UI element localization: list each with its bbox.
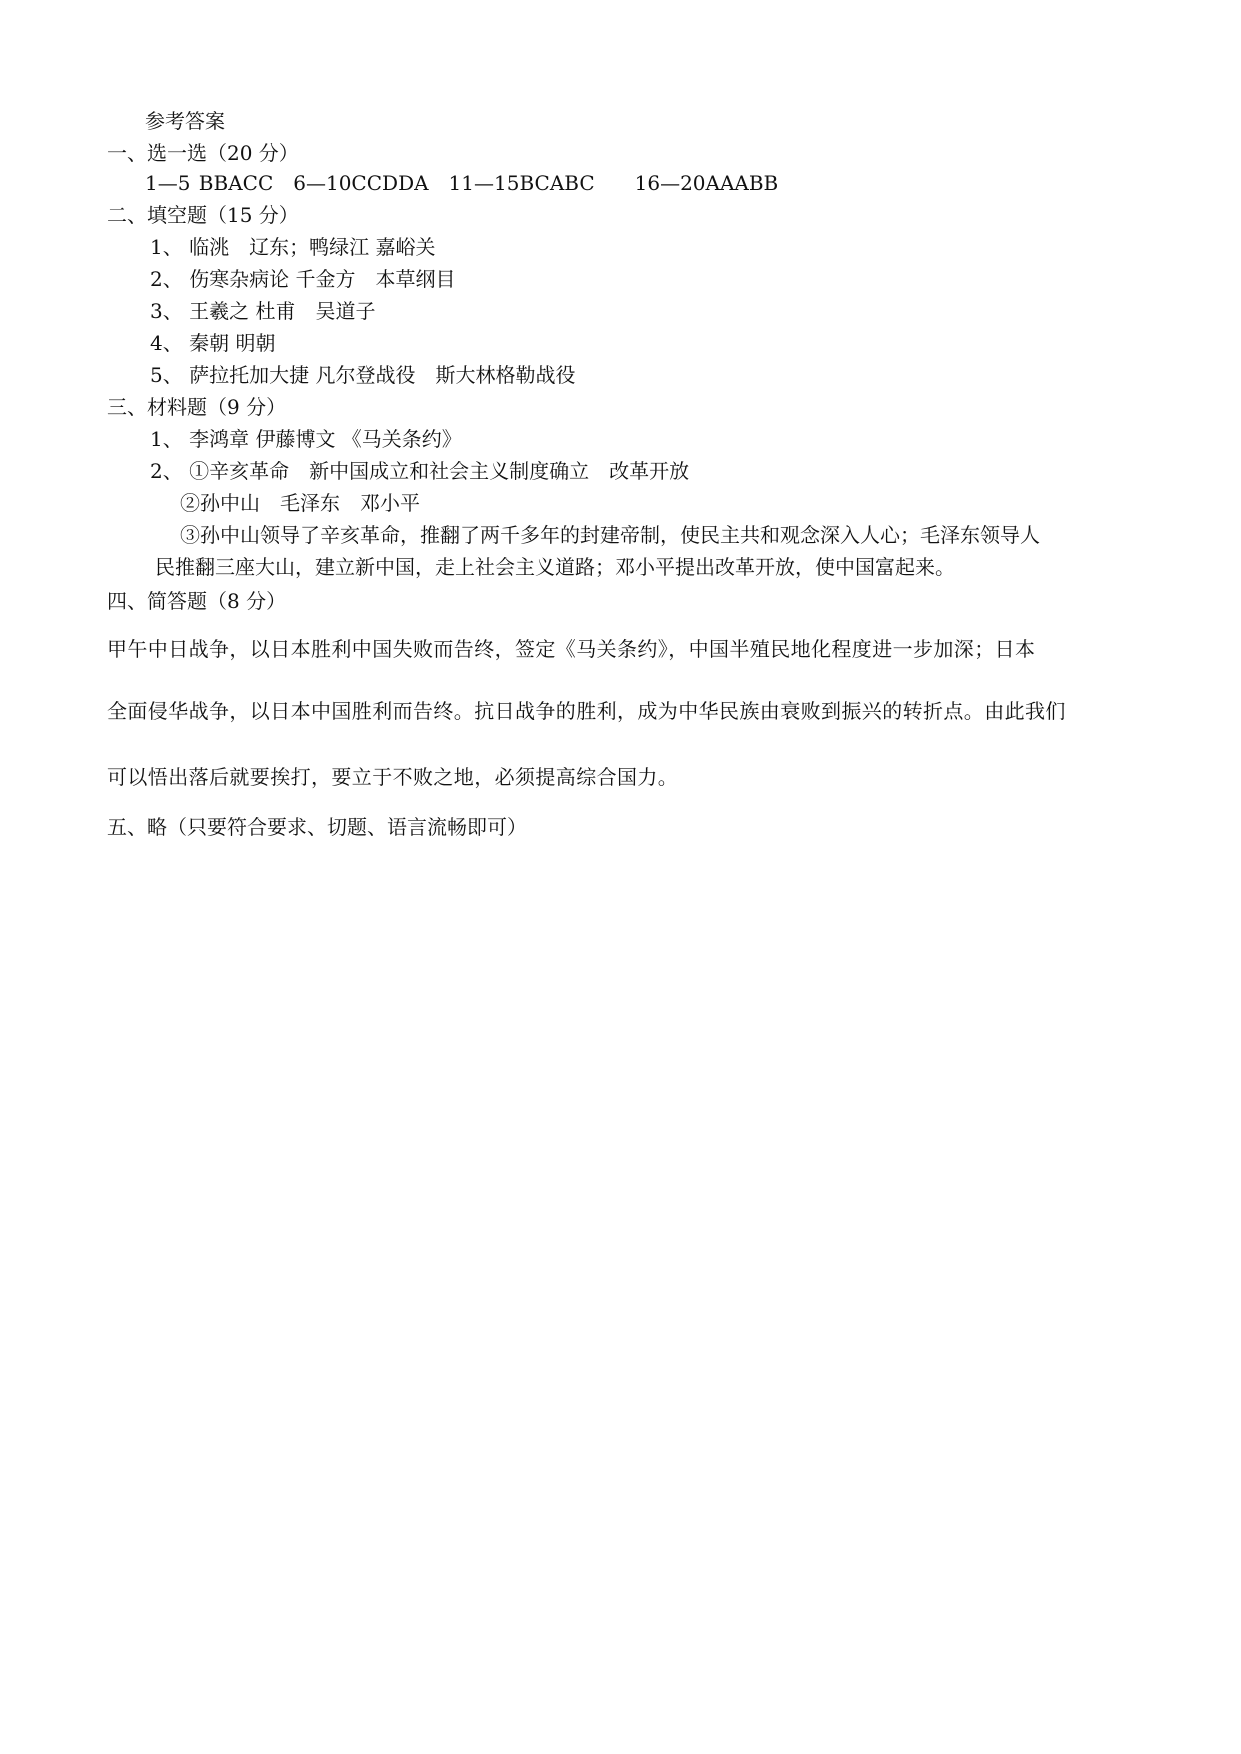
page-title: 参考答案 <box>145 109 225 133</box>
short-answer-line-3: 可以悟出落后就要挨打，要立于不败之地，必须提高综合国力。 <box>107 765 679 789</box>
material-answer-2-part-2: ②孙中山 毛泽东 邓小平 <box>180 491 420 515</box>
material-answer-2-part-1: 2、 ①辛亥革命 新中国成立和社会主义制度确立 改革开放 <box>150 459 690 483</box>
section-5-heading: 五、略（只要符合要求、切题、语言流畅即可） <box>107 815 527 839</box>
multiple-choice-answers: 1—5 BBACC 6—10CCDDA 11—15BCABC 16—20AAABB <box>145 171 779 195</box>
fill-blank-answer-1: 1、 临洮 辽东；鸭绿江 嘉峪关 <box>150 235 436 259</box>
short-answer-line-1: 甲午中日战争，以日本胜利中国失败而告终，签定《马关条约》，中国半殖民地化程度进一步加深；日本 <box>107 637 1036 661</box>
fill-blank-answer-4: 4、 秦朝 明朝 <box>150 331 276 355</box>
material-answer-2-part-3-line-2: 民推翻三座大山，建立新中国，走上社会主义道路；邓小平提出改革开放，使中国富起来。 <box>155 555 955 579</box>
fill-blank-answer-5: 5、 萨拉托加大捷 凡尔登战役 斯大林格勒战役 <box>150 363 576 387</box>
section-3-heading: 三、材料题（9 分） <box>107 395 287 419</box>
section-4-heading: 四、简答题（8 分） <box>107 589 287 613</box>
fill-blank-answer-2: 2、 伤寒杂病论 千金方 本草纲目 <box>150 267 456 291</box>
fill-blank-answer-3: 3、 王羲之 杜甫 吴道子 <box>150 299 376 323</box>
short-answer-line-2: 全面侵华战争，以日本中国胜利而告终。抗日战争的胜利，成为中华民族由衰败到振兴的转折点。由此我们 <box>107 699 1066 723</box>
section-2-heading: 二、填空题（15 分） <box>107 203 299 227</box>
material-answer-1: 1、 李鸿章 伊藤博文 《马关条约》 <box>150 427 462 451</box>
material-answer-2-part-3-line-1: ③孙中山领导了辛亥革命，推翻了两千多年的封建帝制，使民主共和观念深入人心；毛泽东领导人 <box>180 523 1040 547</box>
section-1-heading: 一、选一选（20 分） <box>107 141 299 165</box>
